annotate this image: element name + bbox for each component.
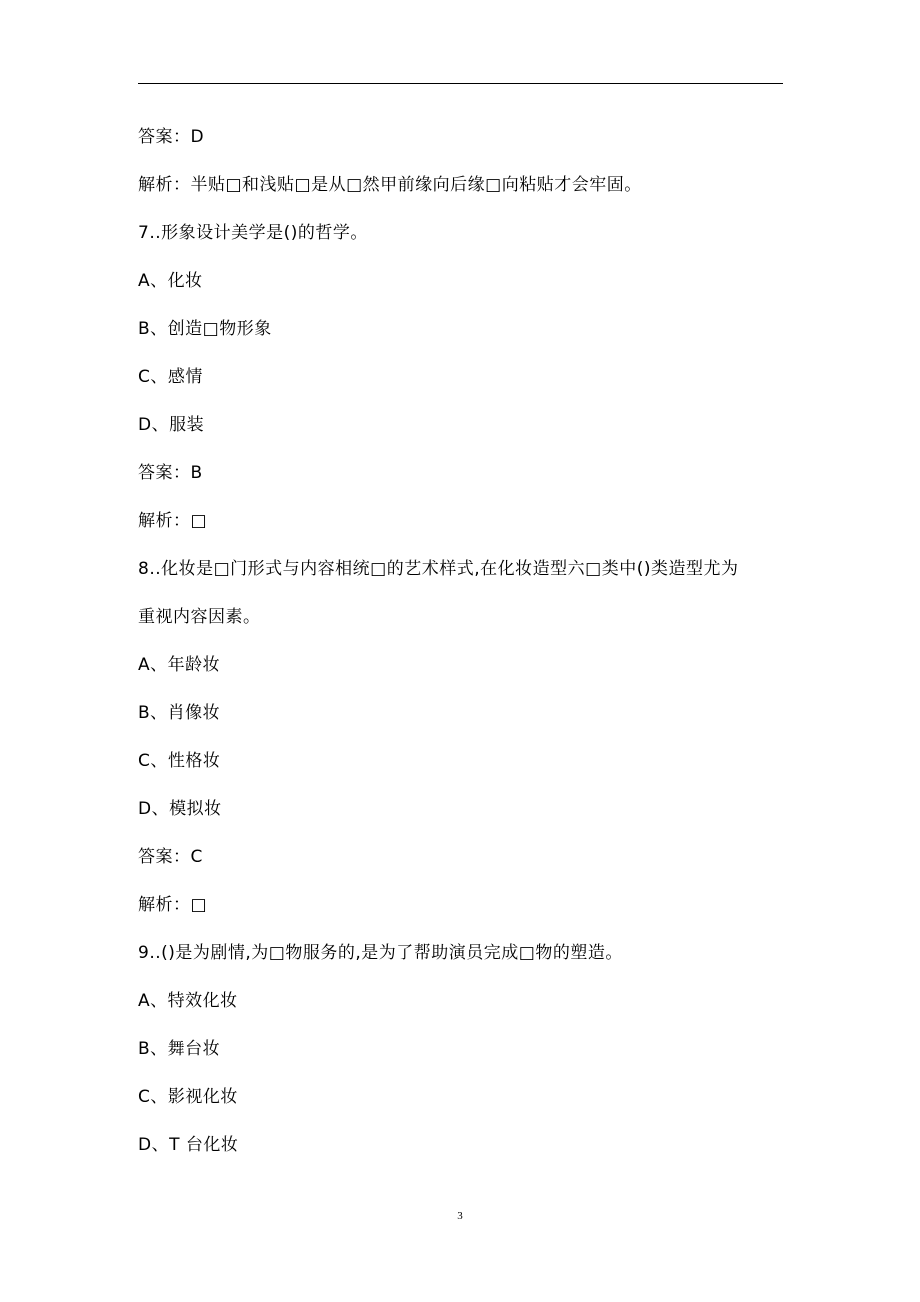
- page-number: 3: [457, 1210, 463, 1222]
- analysis-line: 解析：□: [138, 511, 208, 531]
- option-d: D、模拟妆: [138, 799, 222, 819]
- option-c: C、性格妆: [138, 751, 221, 771]
- option-d: D、T 台化妆: [138, 1135, 239, 1155]
- option-a: A、特效化妆: [138, 991, 238, 1011]
- option-b: B、创造□物形象: [138, 319, 272, 339]
- question-9: 9..()是为剧情,为□物服务的,是为了帮助演员完成□物的塑造。: [138, 943, 623, 963]
- option-c: C、影视化妆: [138, 1087, 238, 1107]
- answer-line: 答案：B: [138, 463, 203, 483]
- header-rule: [138, 83, 783, 84]
- option-b: B、肖像妆: [138, 703, 221, 723]
- option-a: A、年龄妆: [138, 655, 221, 675]
- question-7: 7..形象设计美学是()的哲学。: [138, 223, 368, 243]
- analysis-line: 解析：□: [138, 895, 208, 915]
- option-a: A、化妆: [138, 271, 203, 291]
- analysis-line: 解析：半贴□和浅贴□是从□然甲前缘向后缘□向粘贴才会牢固。: [138, 175, 642, 195]
- option-b: B、舞台妆: [138, 1039, 221, 1059]
- option-d: D、服装: [138, 415, 205, 435]
- question-8-continued: 重视内容因素。: [138, 607, 261, 627]
- answer-line: 答案：D: [138, 127, 205, 147]
- option-c: C、感情: [138, 367, 203, 387]
- question-8: 8..化妆是□门形式与内容相统□的艺术样式,在化妆造型六□类中()类造型尤为: [138, 559, 739, 579]
- answer-line: 答案：C: [138, 847, 203, 867]
